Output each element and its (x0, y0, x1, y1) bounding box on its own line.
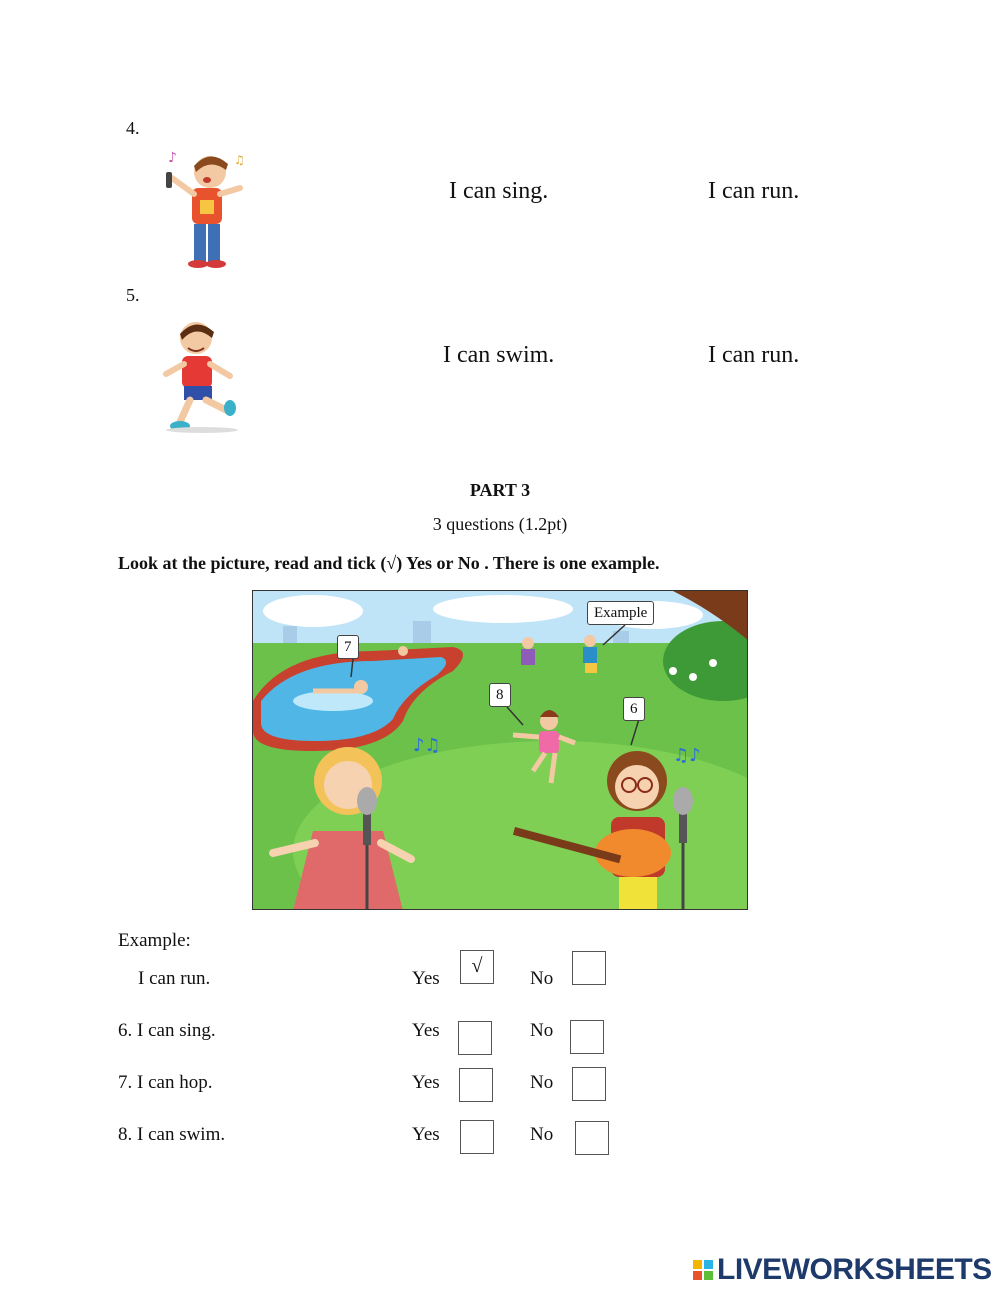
question-7-text: 7. I can hop. (118, 1072, 213, 1093)
q6-no-checkbox[interactable] (570, 1020, 604, 1054)
example-no-checkbox[interactable] (572, 951, 606, 985)
q7-no-checkbox[interactable] (572, 1067, 606, 1101)
q5-option-swim[interactable]: I can swim. (443, 342, 555, 368)
scene-label-example: Example (587, 601, 654, 625)
scene-label-7: 7 (337, 635, 359, 659)
liveworksheets-logo-text: LIVEWORKSHEETS (717, 1253, 992, 1286)
question-8-text: 8. I can swim. (118, 1124, 226, 1145)
svg-text:♫: ♫ (234, 153, 245, 167)
scene-label-6: 6 (623, 697, 645, 721)
q8-yes-label: Yes (412, 1124, 440, 1145)
scene-label-8: 8 (489, 683, 511, 707)
example-row-text: I can run. (138, 968, 211, 989)
part-3-instruction: Look at the picture, read and tick (√) Yes or No . There is one example. (118, 553, 660, 573)
singing-boy-illustration (160, 148, 248, 270)
liveworksheets-logo-icon (693, 1258, 715, 1282)
q8-yes-checkbox[interactable] (460, 1120, 494, 1154)
example-yes-checkbox[interactable]: √ (460, 950, 494, 984)
q7-yes-checkbox[interactable] (459, 1068, 493, 1102)
q6-yes-label: Yes (412, 1020, 440, 1041)
q8-no-checkbox[interactable] (575, 1121, 609, 1155)
q7-yes-label: Yes (412, 1072, 440, 1093)
q8-no-label: No (530, 1124, 554, 1145)
q5-option-run[interactable]: I can run. (708, 342, 800, 368)
part-3-title: PART 3 (469, 480, 531, 500)
svg-text:♫♪: ♫♪ (673, 745, 701, 766)
example-no-label: No (530, 968, 554, 989)
svg-text:♪♫: ♪♫ (413, 735, 441, 756)
question-6-text: 6. I can sing. (118, 1020, 216, 1041)
park-scene-illustration (253, 591, 748, 910)
svg-text:♪: ♪ (168, 150, 177, 166)
q6-yes-checkbox[interactable] (458, 1021, 492, 1055)
q6-no-label: No (530, 1020, 554, 1041)
example-label: Example: (118, 930, 191, 951)
example-yes-label: Yes (412, 968, 440, 989)
liveworksheets-logo[interactable] (693, 1253, 992, 1287)
q7-no-label: No (530, 1072, 554, 1093)
running-boy-illustration (160, 316, 244, 436)
question-4-number: 4. (126, 118, 140, 138)
part-3-subtitle: 3 questions (1.2pt) (432, 514, 568, 534)
q4-option-run[interactable]: I can run. (708, 178, 800, 204)
park-scene-picture (252, 590, 748, 910)
question-5-number: 5. (126, 285, 140, 305)
q4-option-sing[interactable]: I can sing. (449, 178, 549, 204)
